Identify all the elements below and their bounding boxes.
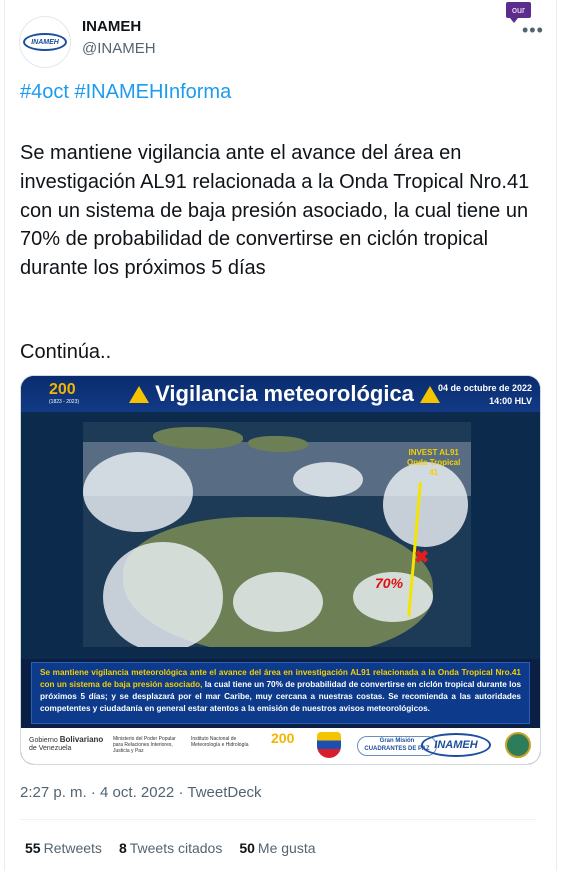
notification-badge[interactable] bbox=[506, 2, 531, 18]
avatar[interactable] bbox=[19, 16, 71, 68]
quote-tweets-label: Tweets citados bbox=[129, 840, 223, 856]
display-name[interactable]: INAMEH bbox=[82, 18, 142, 35]
tweet-source[interactable]: TweetDeck bbox=[187, 784, 262, 801]
instituto-logo: Instituto Nacional de Meteorología e Hidrología bbox=[191, 736, 249, 748]
gobierno-logo bbox=[29, 736, 103, 753]
inameh-logo-icon bbox=[23, 33, 67, 51]
image-header bbox=[21, 376, 541, 412]
image-caption-rest: la cual tiene un 70% de probabilidad de convertirse en ciclón tropical durante los próximos 5 días; y se desplazará por el mar Caribe, muy cercana a nuestras costas. Se recomienda a las autoridades competentes y ciudadanía en general estar atentos a la emisión de nuestros avisos meteorológicos. bbox=[40, 680, 522, 713]
retweets-count: 55 bbox=[25, 840, 41, 856]
probability-label: 70% bbox=[375, 575, 404, 591]
satellite-map bbox=[21, 412, 541, 659]
bicentennial-footer-logo: 200 bbox=[271, 730, 295, 746]
gobierno-text-3: de Venezuela bbox=[29, 745, 72, 752]
meta-separator: · bbox=[90, 784, 96, 801]
hashtag-line bbox=[20, 81, 231, 104]
gobierno-text-1: Gobierno bbox=[29, 737, 58, 744]
retweets-stat[interactable] bbox=[25, 840, 102, 856]
likes-label: Me gusta bbox=[257, 840, 316, 856]
cloud-cover bbox=[83, 452, 193, 532]
tweet-date[interactable]: 4 oct. 2022 bbox=[100, 784, 175, 801]
cloud-cover bbox=[103, 542, 223, 647]
retweets-label: Retweets bbox=[43, 840, 102, 856]
invest-label-line-3: 41 bbox=[429, 468, 439, 477]
invest-label-line-1: INVEST AL91 bbox=[408, 448, 459, 457]
low-pressure-marker-icon: ✖ bbox=[414, 547, 430, 567]
seal-icon bbox=[505, 732, 531, 758]
tweet-time[interactable]: 2:27 p. m. bbox=[20, 784, 87, 801]
cloud-cover bbox=[293, 462, 363, 497]
quote-tweets-stat[interactable] bbox=[119, 840, 222, 856]
meta-separator: · bbox=[178, 784, 184, 801]
image-title bbox=[129, 381, 440, 407]
ministerio-logo: Ministerio del Poder Popular para Relaciones Interiores, Justicia y Paz bbox=[113, 736, 176, 754]
avatar-logo-text: INAMEH bbox=[31, 38, 59, 46]
bicentennial-number: 200 bbox=[49, 381, 76, 398]
image-caption bbox=[31, 662, 530, 724]
coat-of-arms-icon bbox=[317, 732, 341, 758]
likes-stat[interactable] bbox=[239, 840, 315, 856]
likes-count: 50 bbox=[239, 840, 255, 856]
hashtag-4oct[interactable]: #4oct bbox=[20, 81, 69, 103]
inameh-footer-logo: INAMEH bbox=[421, 733, 491, 757]
invest-label-line-2: Onda Tropical bbox=[407, 458, 461, 467]
image-footer bbox=[21, 728, 541, 765]
cloud-cover bbox=[233, 572, 323, 632]
bicentennial-years: (1823 - 2023) bbox=[49, 399, 80, 405]
gobierno-text-2: Bolivariano bbox=[59, 735, 104, 744]
invest-label bbox=[407, 448, 460, 478]
tweet-text: Se mantiene vigilancia ante el avance del área en investigación AL91 relacionada a la Onda Tropical Nro.41 con un sistema de baja presión asociado, la cual tiene un 70% de probabilidad de convertirse en ciclón tropical durante los próximos 5 días bbox=[20, 142, 530, 280]
account-handle[interactable]: @INAMEH bbox=[82, 40, 156, 57]
bicentennial-logo bbox=[49, 381, 79, 405]
tweet-continuation: Continúa.. bbox=[20, 341, 112, 363]
more-icon[interactable]: ••• bbox=[522, 20, 544, 40]
quote-tweets-count: 8 bbox=[118, 840, 127, 856]
divider bbox=[20, 819, 536, 820]
image-date-text: 04 de octubre de 2022 bbox=[437, 383, 532, 393]
engagement-stats bbox=[25, 840, 316, 856]
cuadrantes-de-paz-logo: Gran Misión CUADRANTES DE PAZ bbox=[357, 736, 437, 756]
badge-text: our bbox=[511, 5, 525, 15]
image-title-text: Vigilancia meteorológica bbox=[155, 381, 414, 406]
tweet-meta bbox=[20, 784, 262, 801]
tweet-image[interactable] bbox=[20, 375, 541, 765]
image-time-text: 14:00 HLV bbox=[489, 396, 532, 406]
image-date bbox=[438, 382, 532, 408]
warning-icon bbox=[129, 386, 149, 403]
hashtag-inamehinforma[interactable]: #INAMEHInforma bbox=[74, 81, 232, 103]
image-caption-highlight: Se mantiene vigilancia meteorológica ante el avance del área en investigación AL91 relacionada a la Onda Tropical Nro.41 con un sistema de baja presión asociado, bbox=[40, 668, 521, 689]
